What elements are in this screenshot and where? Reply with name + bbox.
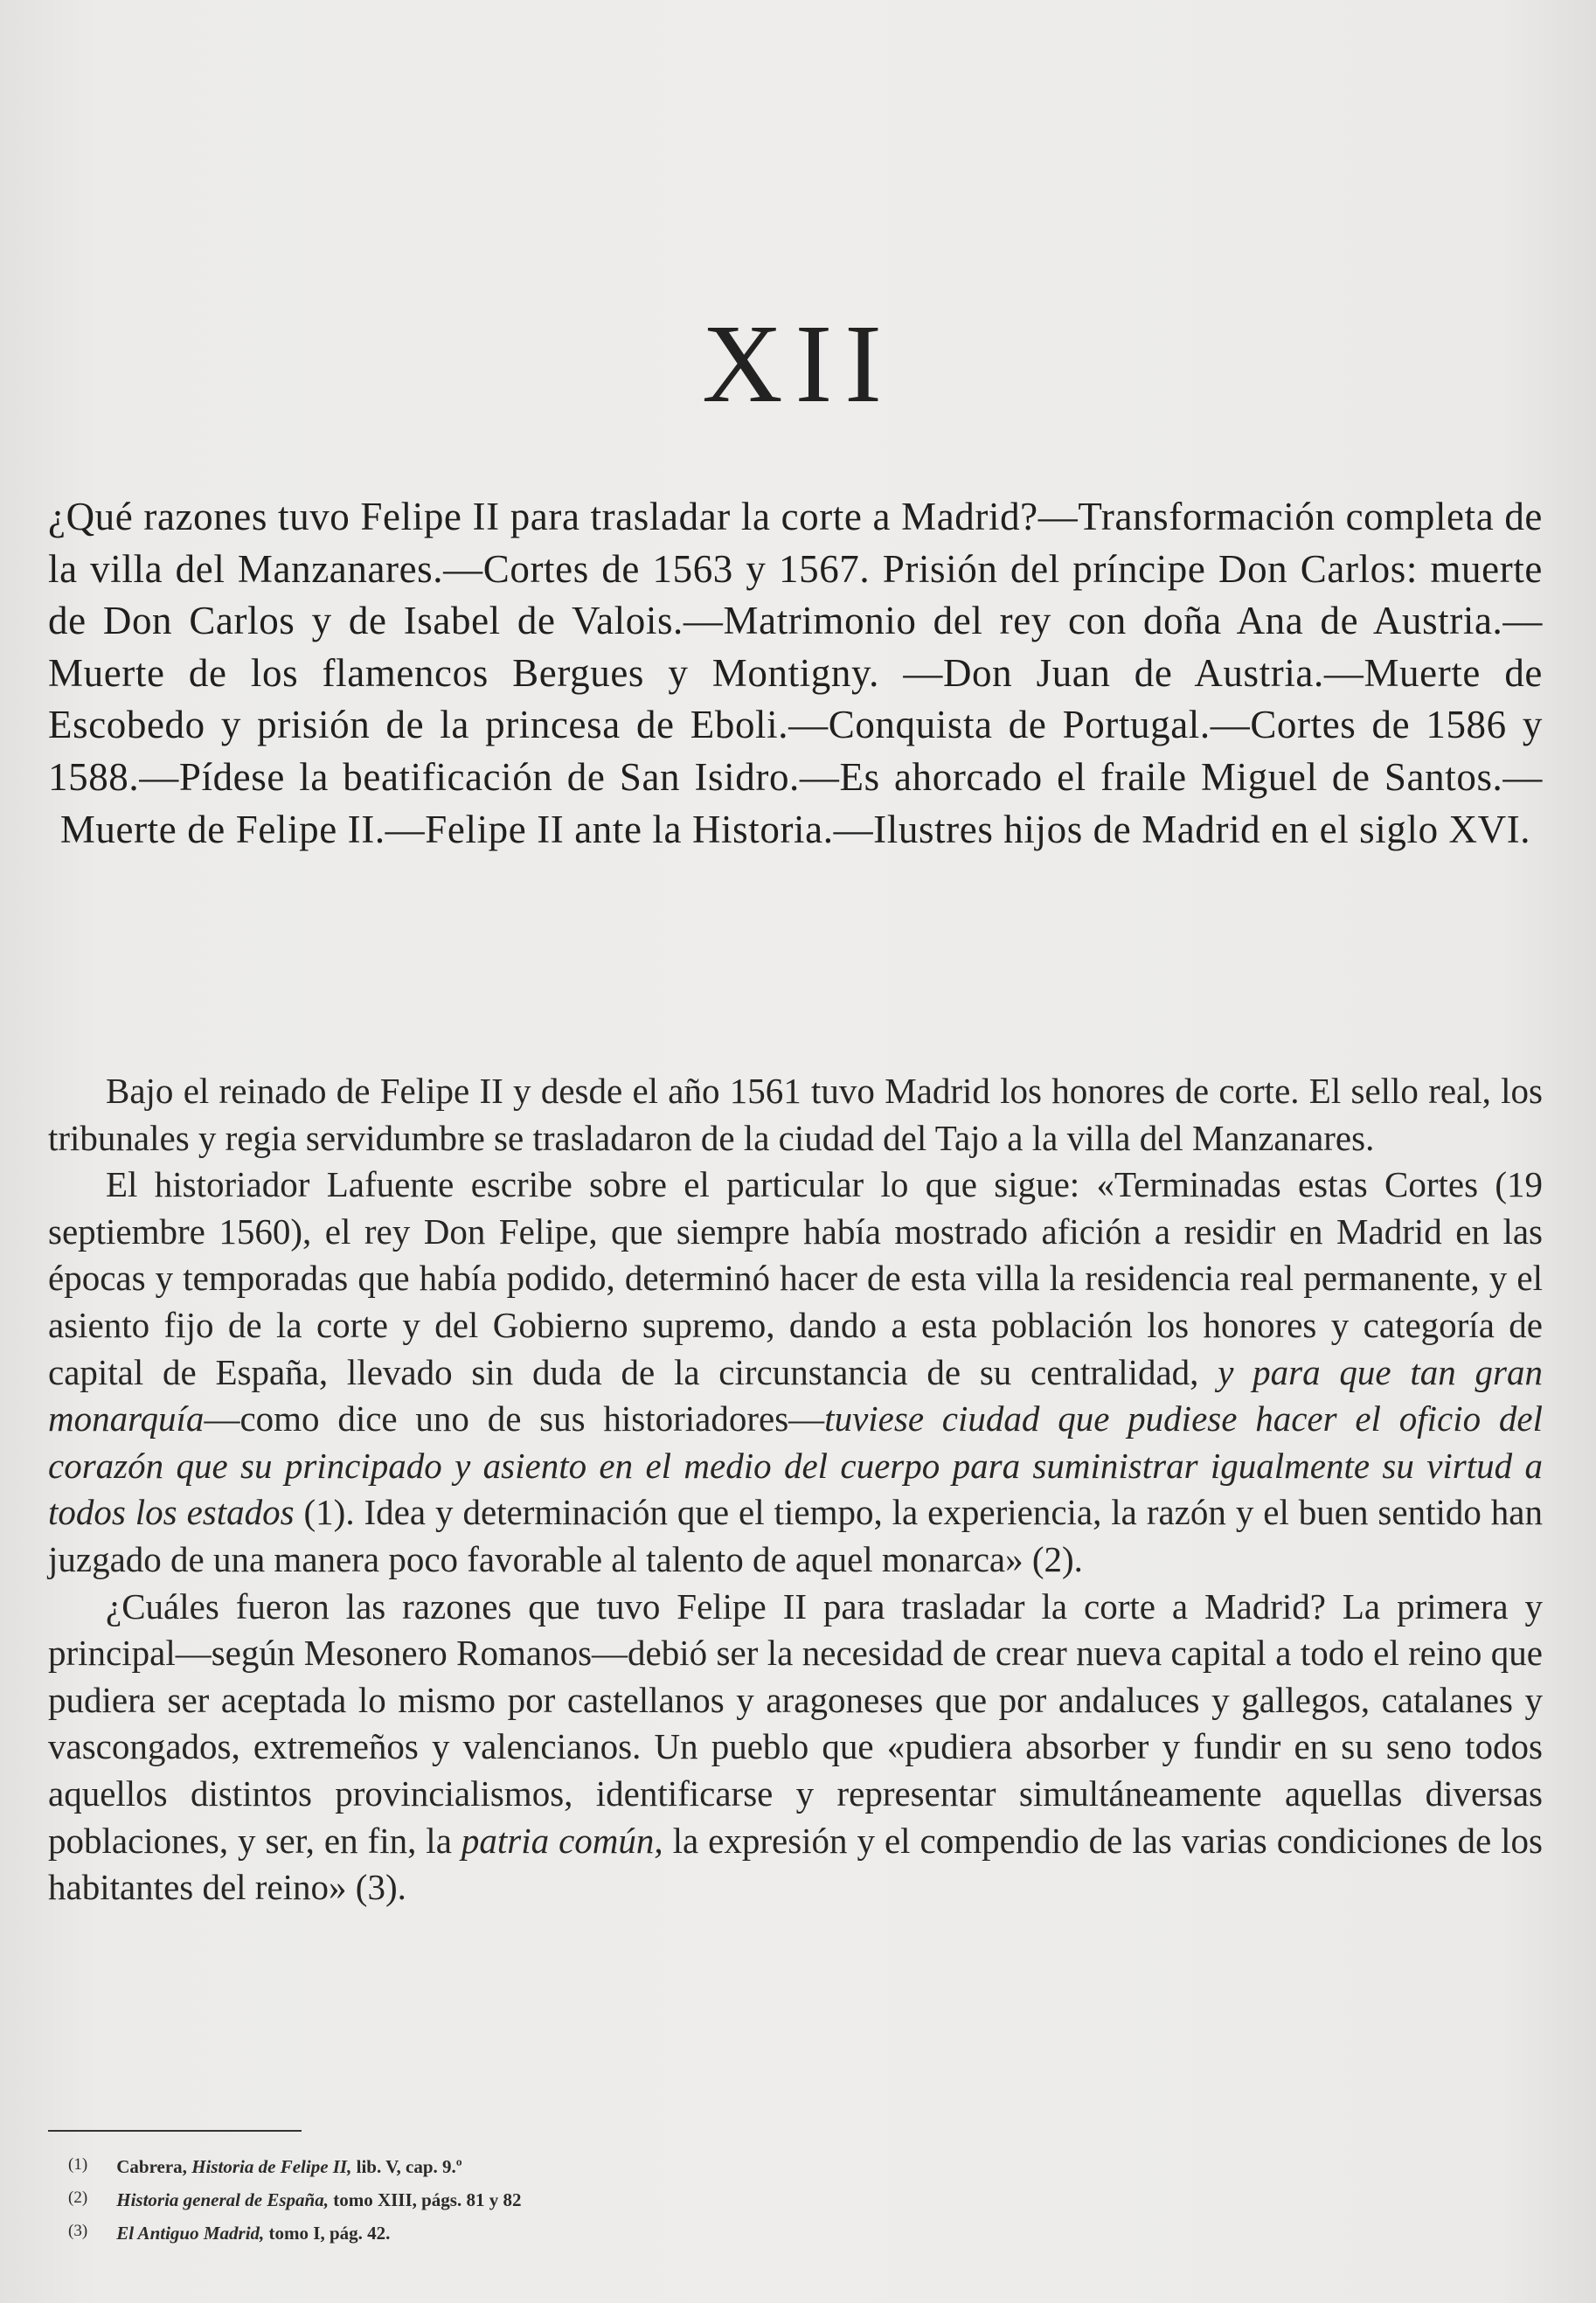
paragraph-2-text-e: (1). Idea y determinación que el tiempo, la experiencia, la razón y el buen sentido han juzgado de una manera poco favorable al talento de aquel monarca» (2). bbox=[48, 1492, 1544, 1579]
footnote-number: (1) bbox=[68, 2155, 88, 2174]
paragraph-2-text-c: —como dice uno de sus historiadores— bbox=[204, 1398, 825, 1439]
paragraph-2 bbox=[48, 1162, 1543, 1583]
footnote-number: (3) bbox=[68, 2222, 88, 2240]
chapter-number: XII bbox=[702, 302, 894, 426]
paragraph-1: Bajo el reinado de Felipe II y desde el año 1561 tuvo Madrid los honores de corte. El sello real, los tribunales y regia servidumbre se trasladaron de la ciudad del Tajo a la villa del Manzanares. bbox=[48, 1071, 1543, 1158]
paragraph-2-italic-d: tuviese ciudad que pudiese hacer el oficio del corazón que su principado y asiento en el medio del cuerpo para suministrar igualmente su virtud a todos los estados bbox=[48, 1398, 1543, 1533]
footnote-reference: tomo I, pág. 42. bbox=[268, 2223, 391, 2244]
paragraph-3 bbox=[48, 1584, 1543, 1911]
chapter-body bbox=[48, 1068, 1543, 1911]
paragraph-3-text-c: la expresión y el compendio de las varias condiciones de los habitantes del reino» (3). bbox=[48, 1820, 1544, 1908]
footnote-author: Cabrera, bbox=[116, 2156, 187, 2177]
footnote-title: El Antiguo Madrid, bbox=[116, 2223, 265, 2244]
footnote-3 bbox=[68, 2216, 1030, 2249]
footnote-title: Historia general de España, bbox=[116, 2189, 329, 2210]
paragraph-3-text-a: ¿Cuáles fueron las razones que tuvo Felipe II para trasladar la corte a Madrid? La primera y principal—según Mesonero Romanos—debió ser la necesidad de crear nueva capital a todo el reino que pudiera ser aceptada lo mismo por castellanos y aragoneses que por andaluces y gallegos, catalanes y vascongados, extremeños y valencianos. Un pueblo que «pudiera absorber y fundir en su seno todos aquellos distintos provincialismos, identificarse y representar simultáneamente aquellas diversas poblaciones, y ser, en fin, la bbox=[48, 1585, 1543, 1861]
footnote-divider bbox=[48, 2130, 302, 2132]
footnote-reference: lib. V, cap. 9.º bbox=[356, 2156, 462, 2177]
paragraph-3-italic-b: patria común, bbox=[461, 1820, 663, 1861]
paragraph-2-text-a: El historiador Lafuente escribe sobre el particular lo que sigue: «Terminadas estas Cortes (19 septiembre 1560), el rey Don Felipe, que siempre había mostrado afición a residir en Madrid en las épocas y temporadas que había podido, determinó hacer de esta villa la residencia real permanente, y el asiento fijo de la corte y del Gobierno supremo, dando a esta población los honores y categoría de capital de España, llevado sin duda de la circunstancia de su centralidad, bbox=[48, 1164, 1543, 1392]
paragraph-2-italic-b: y para que tan gran monarquía bbox=[48, 1351, 1543, 1439]
footnote-title: Historia de Felipe II, bbox=[191, 2156, 352, 2177]
footnote-2 bbox=[68, 2182, 1030, 2216]
footnote-1 bbox=[68, 2149, 1030, 2182]
footnotes bbox=[68, 2149, 1030, 2249]
footnote-reference: tomo XIII, págs. 81 y 82 bbox=[333, 2189, 522, 2210]
footnote-number: (2) bbox=[68, 2189, 88, 2207]
chapter-summary: ¿Qué razones tuvo Felipe II para trasladar la corte a Madrid?—Transformación completa de la villa del Manzanares.—Cortes de 1563 y 1567. Prisión del príncipe Don Carlos: muerte de Don Carlos y de Isabel de Valois.—Matrimonio del rey con doña Ana de Austria.—Muerte de los flamencos Bergues y Montigny. —Don Juan de Austria.—Muerte de Escobedo y prisión de la princesa de Eboli.—Conquista de Portugal.—Cortes de 1586 y 1588.—Pídese la beatificación de San Isidro.—Es ahorcado el fraile Miguel de Santos.—Muerte de Felipe II.—Felipe II ante la Historia.—Ilustres hijos de Madrid en el siglo XVI. bbox=[48, 495, 1543, 851]
